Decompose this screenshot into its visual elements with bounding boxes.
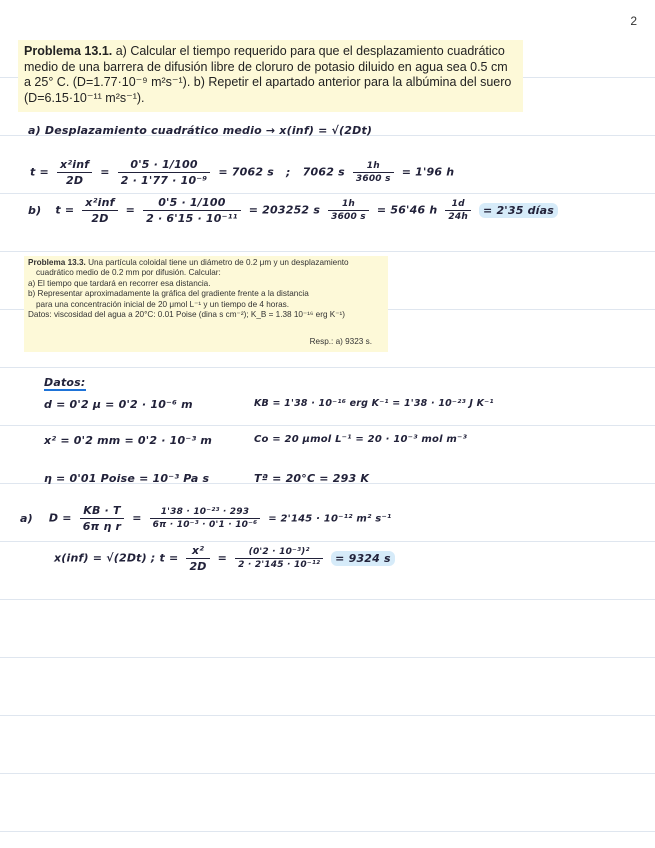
fraction-numerator: x² bbox=[186, 544, 209, 559]
eq-lhs: D = bbox=[48, 511, 72, 525]
hw-data-eta: η = 0'01 Poise = 10⁻³ Pa s bbox=[44, 472, 210, 485]
fraction bbox=[143, 196, 241, 225]
eq-result: = 2'145 · 10⁻¹² m² s⁻¹ bbox=[268, 513, 392, 525]
problem-13-3-line-2: cuadrático medio de 0.2 mm por difusión. Calcular: bbox=[36, 268, 221, 278]
hw-data-co: Co = 20 μmol L⁻¹ = 20 · 10⁻³ mol m⁻³ bbox=[254, 434, 468, 445]
fraction-denominator: 2D bbox=[66, 174, 84, 187]
fraction bbox=[186, 544, 209, 573]
hw-equation-t bbox=[54, 544, 395, 573]
fraction-numerator: 0'5 · 1/100 bbox=[143, 196, 241, 211]
fraction-numerator: 1'38 · 10⁻²³ · 293 bbox=[150, 507, 261, 519]
problem-13-1-part-b: b) Repetir el apartado anterior para la albúmina del suero (D=6.15·10⁻¹¹ m²s⁻¹). bbox=[24, 75, 512, 105]
fraction-denominator: 2 · 1'77 · 10⁻⁹ bbox=[120, 174, 208, 187]
fraction bbox=[353, 161, 394, 184]
fraction-numerator: KB · T bbox=[80, 504, 124, 519]
fraction-numerator: x²inf bbox=[57, 158, 92, 173]
page-number: 2 bbox=[630, 14, 637, 28]
hw-data-temp: Tª = 20°C = 293 K bbox=[254, 472, 370, 485]
fraction bbox=[82, 196, 117, 225]
fraction-numerator: 1d bbox=[445, 199, 471, 211]
fraction-denominator: 6π η r bbox=[82, 520, 122, 533]
problem-13-3-answer: Resp.: a) 9323 s. bbox=[309, 336, 372, 346]
problem-13-3-text: Una partícula coloidal tiene un diámetro de 0.2 μm y un desplazamiento bbox=[88, 258, 349, 267]
part-a-label: a) bbox=[20, 511, 33, 525]
hw-data-x2: x² = 0'2 mm = 0'2 · 10⁻³ m bbox=[44, 434, 213, 447]
fraction-denominator: 3600 s bbox=[355, 174, 391, 184]
datos-label: Datos: bbox=[44, 376, 86, 389]
highlighted-result: = 2'35 días bbox=[479, 203, 558, 218]
fraction-numerator: x²inf bbox=[82, 196, 117, 211]
fraction bbox=[445, 199, 471, 222]
fraction-denominator: 6π · 10⁻³ · 0'1 · 10⁻⁶ bbox=[152, 520, 258, 530]
equals-sign: = bbox=[132, 511, 142, 525]
problem-13-3-line-1 bbox=[28, 258, 384, 268]
eq-final-result: = 1'96 h bbox=[401, 165, 455, 179]
fraction-denominator: 24h bbox=[448, 212, 468, 222]
fraction bbox=[235, 547, 323, 570]
fraction-numerator: (0'2 · 10⁻³)² bbox=[235, 547, 323, 559]
problem-13-3-line-3: a) El tiempo que tardará en recorrer esa distancia. bbox=[28, 278, 211, 288]
fraction-denominator: 2D bbox=[91, 212, 109, 225]
eq-conversion: 7062 s bbox=[302, 165, 345, 179]
hw-equation-a bbox=[30, 158, 454, 187]
eq-result: = 7062 s bbox=[218, 165, 274, 179]
hw-equation-D bbox=[20, 504, 392, 533]
equals-sign: = bbox=[217, 551, 228, 565]
problem-13-3-box bbox=[24, 256, 388, 352]
hw-equation-b bbox=[28, 196, 558, 225]
eq-lhs: t = bbox=[30, 165, 49, 179]
fraction bbox=[57, 158, 92, 187]
fraction bbox=[150, 507, 261, 530]
fraction-numerator: 0'5 · 1/100 bbox=[118, 158, 211, 173]
problem-13-3-title: Problema 13.3. bbox=[28, 258, 86, 267]
eq-lhs: x(inf) = √(2Dt) ; t = bbox=[54, 551, 179, 565]
hw-heading-a bbox=[28, 124, 372, 137]
separator: ; bbox=[286, 165, 291, 179]
hw-data-kb: KB = 1'38 · 10⁻¹⁶ erg K⁻¹ = 1'38 · 10⁻²³ J K⁻¹ bbox=[254, 398, 494, 409]
eq-lhs: t = bbox=[55, 203, 75, 217]
fraction bbox=[328, 199, 369, 222]
problem-13-1-title: Problema 13.1. bbox=[24, 44, 113, 58]
eq-intermediate: = 56'46 h bbox=[376, 203, 438, 217]
fraction bbox=[80, 504, 124, 533]
hw-heading-a-text: a) Desplazamiento cuadrático medio → x(inf) = √(2Dt) bbox=[28, 124, 373, 137]
eq-result: = 203252 s bbox=[248, 203, 321, 217]
problem-13-3-line-5: para una concentración inicial de 20 μmol L⁻¹ y un tiempo de 4 horas. bbox=[36, 299, 289, 309]
fraction-numerator: 1h bbox=[328, 199, 369, 211]
problem-13-3-line-4: b) Representar aproximadamente la gráfica del gradiente frente a la distancia bbox=[28, 289, 309, 299]
fraction-denominator: 2 · 2'145 · 10⁻¹² bbox=[238, 560, 321, 570]
equals-sign: = bbox=[125, 203, 136, 217]
fraction bbox=[118, 158, 211, 187]
fraction-numerator: 1h bbox=[353, 161, 394, 173]
part-b-label: b) bbox=[28, 203, 42, 217]
problem-13-1-part-a: a) Calcular el tiempo requerido para que el desplazamiento cuadrático medio de una barrera de difusión libre de cloruro de potasio diluido en agua sea 0.5 cm a 25° C. (D=1.77·10⁻⁹ m²s⁻¹). bbox=[24, 44, 508, 89]
fraction-denominator: 2 · 6'15 · 10⁻¹¹ bbox=[146, 212, 238, 225]
problem-13-1-box bbox=[18, 40, 523, 112]
equals-sign: = bbox=[100, 165, 110, 179]
fraction-denominator: 2D bbox=[189, 560, 207, 573]
hw-datos-heading bbox=[44, 376, 86, 389]
hw-data-d: d = 0'2 μ = 0'2 · 10⁻⁶ m bbox=[44, 398, 193, 411]
problem-13-3-line-6: Datos: viscosidad del agua a 20°C: 0.01 Poise (dina s cm⁻²); K_B = 1.38 10⁻¹⁶ erg K⁻¹) bbox=[28, 310, 346, 320]
highlighted-result: = 9324 s bbox=[331, 551, 395, 566]
fraction-denominator: 3600 s bbox=[331, 212, 366, 222]
